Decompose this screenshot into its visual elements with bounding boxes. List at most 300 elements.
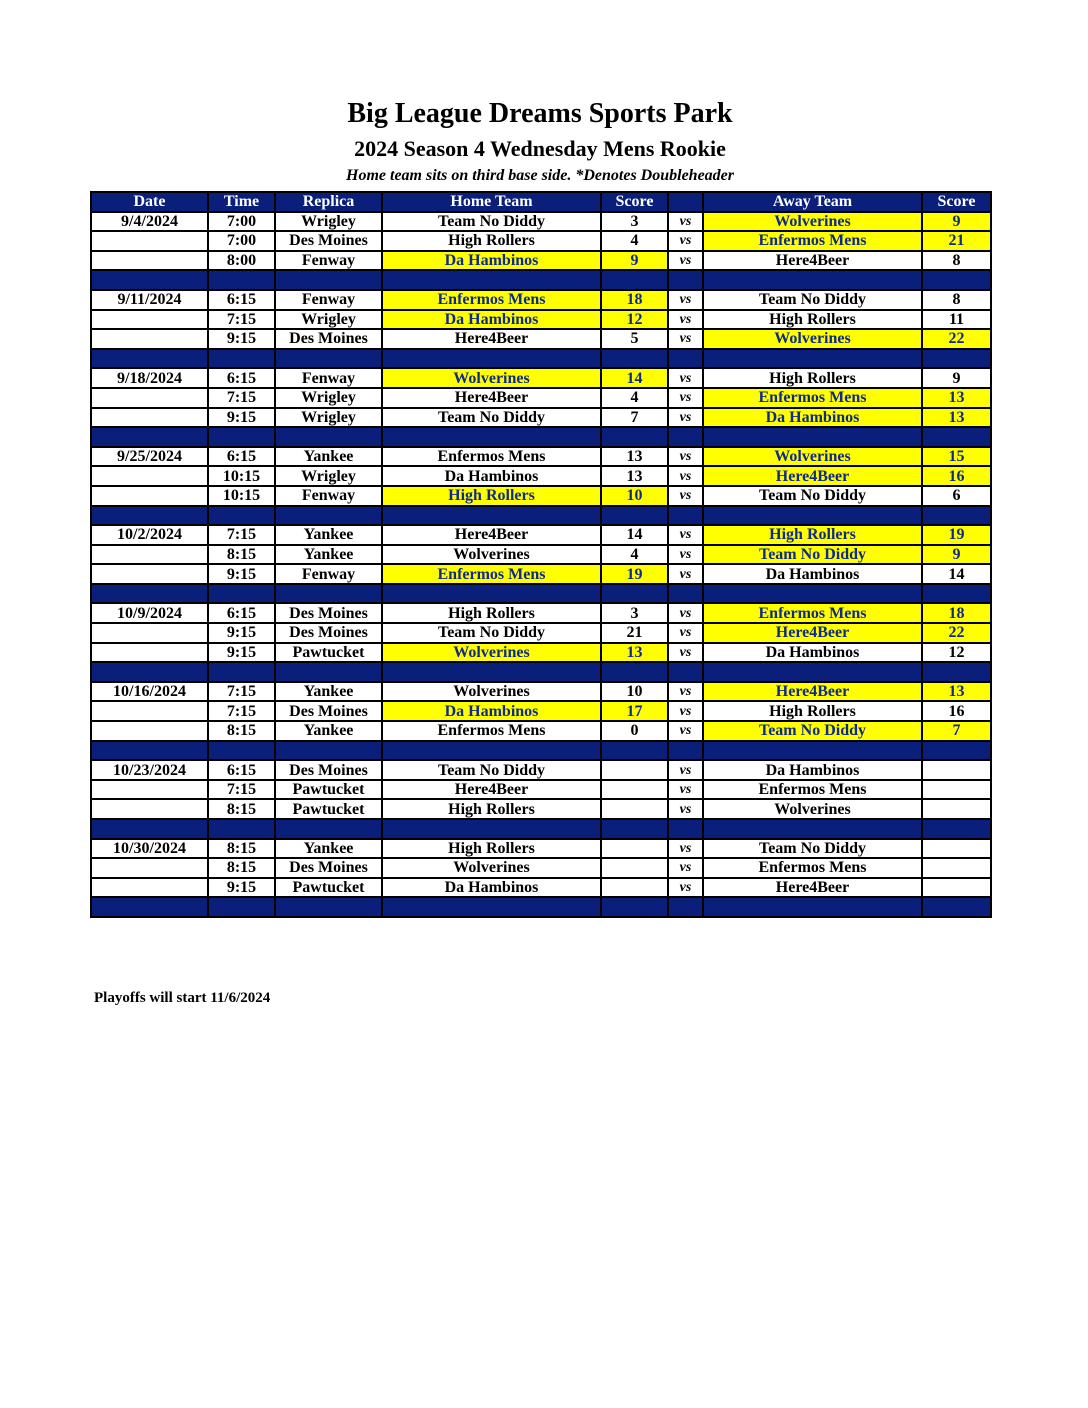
home-score-cell: 0	[601, 721, 668, 741]
date-cell	[91, 701, 208, 721]
separator-cell	[275, 349, 382, 369]
home-team-cell: Team No Diddy	[382, 760, 601, 780]
away-score-cell: 13	[922, 388, 991, 408]
replica-cell: Des Moines	[275, 603, 382, 623]
home-score-cell	[601, 780, 668, 800]
away-score-cell: 7	[922, 721, 991, 741]
home-score-cell: 10	[601, 682, 668, 702]
separator-cell	[208, 897, 275, 917]
time-cell: 7:15	[208, 701, 275, 721]
date-cell	[91, 643, 208, 663]
table-row	[91, 878, 991, 898]
table-row	[91, 799, 991, 819]
date-cell	[91, 388, 208, 408]
time-cell: 6:15	[208, 447, 275, 467]
week-separator-row	[91, 506, 991, 526]
week-separator-row	[91, 662, 991, 682]
time-cell: 7:15	[208, 525, 275, 545]
away-score-cell	[922, 839, 991, 859]
separator-cell	[601, 662, 668, 682]
separator-cell	[703, 349, 922, 369]
page-title: Big League Dreams Sports Park	[347, 98, 733, 129]
separator-cell	[208, 584, 275, 604]
separator-cell	[382, 741, 601, 761]
away-team-cell: Wolverines	[703, 447, 922, 467]
separator-cell	[922, 349, 991, 369]
separator-cell	[275, 584, 382, 604]
table-row	[91, 486, 991, 506]
vs-cell: vs	[668, 839, 703, 859]
separator-cell	[601, 741, 668, 761]
week-separator-row	[91, 819, 991, 839]
date-cell: 9/11/2024	[91, 290, 208, 310]
separator-cell	[601, 349, 668, 369]
replica-cell: Wrigley	[275, 212, 382, 232]
date-cell	[91, 486, 208, 506]
away-score-cell: 14	[922, 564, 991, 584]
away-score-cell	[922, 858, 991, 878]
home-team-cell: High Rollers	[382, 799, 601, 819]
home-team-cell: Enfermos Mens	[382, 564, 601, 584]
away-score-cell: 9	[922, 545, 991, 565]
home-score-cell	[601, 799, 668, 819]
separator-cell	[601, 270, 668, 290]
home-team-cell: Da Hambinos	[382, 251, 601, 271]
date-cell: 10/9/2024	[91, 603, 208, 623]
date-cell	[91, 545, 208, 565]
separator-cell	[275, 506, 382, 526]
separator-cell	[703, 270, 922, 290]
replica-cell: Fenway	[275, 368, 382, 388]
time-cell: 6:15	[208, 603, 275, 623]
date-cell	[91, 231, 208, 251]
away-team-cell: Enfermos Mens	[703, 603, 922, 623]
separator-cell	[91, 897, 208, 917]
table-row	[91, 290, 991, 310]
separator-cell	[703, 427, 922, 447]
week-separator-row	[91, 584, 991, 604]
date-cell: 10/2/2024	[91, 525, 208, 545]
col-header-time: Time	[208, 192, 275, 212]
separator-cell	[382, 349, 601, 369]
date-cell	[91, 878, 208, 898]
replica-cell: Yankee	[275, 545, 382, 565]
away-team-cell: Here4Beer	[703, 466, 922, 486]
time-cell: 7:15	[208, 388, 275, 408]
replica-cell: Des Moines	[275, 858, 382, 878]
separator-cell	[275, 427, 382, 447]
separator-cell	[668, 584, 703, 604]
separator-cell	[668, 819, 703, 839]
separator-cell	[91, 270, 208, 290]
time-cell: 9:15	[208, 329, 275, 349]
time-cell: 6:15	[208, 290, 275, 310]
home-team-cell: Da Hambinos	[382, 310, 601, 330]
date-cell: 9/4/2024	[91, 212, 208, 232]
vs-cell: vs	[668, 525, 703, 545]
col-header-away-team: Away Team	[703, 192, 922, 212]
home-score-cell: 14	[601, 368, 668, 388]
home-score-cell: 19	[601, 564, 668, 584]
table-row	[91, 760, 991, 780]
replica-cell: Wrigley	[275, 388, 382, 408]
time-cell: 8:15	[208, 839, 275, 859]
separator-cell	[668, 270, 703, 290]
date-cell	[91, 780, 208, 800]
date-cell: 10/23/2024	[91, 760, 208, 780]
separator-cell	[922, 270, 991, 290]
home-score-cell: 3	[601, 603, 668, 623]
date-cell: 9/18/2024	[91, 368, 208, 388]
home-team-cell: Here4Beer	[382, 388, 601, 408]
away-score-cell: 13	[922, 408, 991, 428]
separator-cell	[601, 584, 668, 604]
separator-cell	[275, 270, 382, 290]
replica-cell: Yankee	[275, 682, 382, 702]
away-score-cell: 21	[922, 231, 991, 251]
home-score-cell: 3	[601, 212, 668, 232]
separator-cell	[382, 270, 601, 290]
away-team-cell: Here4Beer	[703, 682, 922, 702]
home-team-cell: Da Hambinos	[382, 701, 601, 721]
away-team-cell: High Rollers	[703, 701, 922, 721]
replica-cell: Yankee	[275, 525, 382, 545]
home-team-cell: Da Hambinos	[382, 878, 601, 898]
away-score-cell: 9	[922, 368, 991, 388]
home-score-cell: 18	[601, 290, 668, 310]
time-cell: 8:15	[208, 721, 275, 741]
away-score-cell: 9	[922, 212, 991, 232]
home-team-cell: Enfermos Mens	[382, 721, 601, 741]
time-cell: 7:00	[208, 212, 275, 232]
separator-cell	[382, 819, 601, 839]
date-cell	[91, 251, 208, 271]
home-team-cell: Here4Beer	[382, 780, 601, 800]
vs-cell: vs	[668, 310, 703, 330]
away-score-cell	[922, 760, 991, 780]
away-team-cell: High Rollers	[703, 525, 922, 545]
table-row	[91, 251, 991, 271]
time-cell: 9:15	[208, 623, 275, 643]
replica-cell: Fenway	[275, 486, 382, 506]
separator-cell	[382, 662, 601, 682]
home-score-cell	[601, 858, 668, 878]
table-row	[91, 329, 991, 349]
table-row	[91, 603, 991, 623]
replica-cell: Wrigley	[275, 408, 382, 428]
replica-cell: Pawtucket	[275, 780, 382, 800]
date-cell	[91, 564, 208, 584]
vs-cell: vs	[668, 623, 703, 643]
separator-cell	[275, 741, 382, 761]
separator-cell	[91, 584, 208, 604]
away-score-cell: 22	[922, 623, 991, 643]
separator-cell	[668, 897, 703, 917]
home-score-cell	[601, 839, 668, 859]
vs-cell: vs	[668, 212, 703, 232]
table-row	[91, 212, 991, 232]
away-team-cell: Wolverines	[703, 799, 922, 819]
away-team-cell: High Rollers	[703, 310, 922, 330]
separator-cell	[208, 819, 275, 839]
page-subtitle: 2024 Season 4 Wednesday Mens Rookie	[354, 136, 726, 161]
table-row	[91, 780, 991, 800]
home-score-cell: 4	[601, 545, 668, 565]
away-score-cell: 16	[922, 466, 991, 486]
away-team-cell: Wolverines	[703, 329, 922, 349]
vs-cell: vs	[668, 780, 703, 800]
separator-cell	[208, 506, 275, 526]
table-row	[91, 643, 991, 663]
separator-cell	[208, 270, 275, 290]
separator-cell	[208, 427, 275, 447]
vs-cell: vs	[668, 721, 703, 741]
separator-cell	[703, 584, 922, 604]
away-score-cell	[922, 780, 991, 800]
away-team-cell: Here4Beer	[703, 251, 922, 271]
separator-cell	[275, 897, 382, 917]
away-team-cell: Enfermos Mens	[703, 388, 922, 408]
away-score-cell: 18	[922, 603, 991, 623]
vs-cell: vs	[668, 701, 703, 721]
separator-cell	[922, 897, 991, 917]
home-score-cell: 17	[601, 701, 668, 721]
time-cell: 8:15	[208, 858, 275, 878]
home-score-cell: 14	[601, 525, 668, 545]
table-row	[91, 408, 991, 428]
table-row	[91, 231, 991, 251]
home-team-cell: Wolverines	[382, 368, 601, 388]
away-team-cell: Here4Beer	[703, 623, 922, 643]
away-team-cell: Team No Diddy	[703, 486, 922, 506]
away-score-cell: 16	[922, 701, 991, 721]
vs-cell: vs	[668, 545, 703, 565]
separator-cell	[668, 506, 703, 526]
separator-cell	[922, 819, 991, 839]
replica-cell: Fenway	[275, 564, 382, 584]
home-team-cell: Enfermos Mens	[382, 447, 601, 467]
away-team-cell: Da Hambinos	[703, 760, 922, 780]
time-cell: 6:15	[208, 368, 275, 388]
away-score-cell: 12	[922, 643, 991, 663]
table-row	[91, 525, 991, 545]
home-score-cell: 12	[601, 310, 668, 330]
separator-cell	[208, 349, 275, 369]
table-row	[91, 623, 991, 643]
vs-cell: vs	[668, 447, 703, 467]
table-row	[91, 388, 991, 408]
vs-cell: vs	[668, 466, 703, 486]
playoffs-note: Playoffs will start 11/6/2024	[94, 990, 271, 1006]
schedule-note: Home team sits on third base side. *Denotes Doubleheader	[346, 167, 734, 184]
away-team-cell: Team No Diddy	[703, 290, 922, 310]
away-team-cell: Da Hambinos	[703, 408, 922, 428]
away-score-cell: 11	[922, 310, 991, 330]
vs-cell: vs	[668, 760, 703, 780]
away-team-cell: Team No Diddy	[703, 721, 922, 741]
away-team-cell: Wolverines	[703, 212, 922, 232]
vs-cell: vs	[668, 643, 703, 663]
vs-cell: vs	[668, 564, 703, 584]
vs-cell: vs	[668, 290, 703, 310]
home-team-cell: Here4Beer	[382, 525, 601, 545]
home-score-cell: 21	[601, 623, 668, 643]
separator-cell	[275, 819, 382, 839]
away-team-cell: Enfermos Mens	[703, 858, 922, 878]
away-score-cell: 8	[922, 290, 991, 310]
schedule-body	[91, 212, 991, 917]
home-score-cell: 7	[601, 408, 668, 428]
time-cell: 9:15	[208, 564, 275, 584]
vs-cell: vs	[668, 251, 703, 271]
home-score-cell: 9	[601, 251, 668, 271]
separator-cell	[382, 427, 601, 447]
separator-cell	[668, 427, 703, 447]
home-team-cell: High Rollers	[382, 603, 601, 623]
away-score-cell: 13	[922, 682, 991, 702]
replica-cell: Wrigley	[275, 310, 382, 330]
replica-cell: Yankee	[275, 447, 382, 467]
replica-cell: Pawtucket	[275, 878, 382, 898]
table-row	[91, 466, 991, 486]
away-team-cell: Da Hambinos	[703, 564, 922, 584]
away-score-cell: 22	[922, 329, 991, 349]
date-cell: 10/16/2024	[91, 682, 208, 702]
replica-cell: Pawtucket	[275, 799, 382, 819]
replica-cell: Des Moines	[275, 231, 382, 251]
away-score-cell: 19	[922, 525, 991, 545]
vs-cell: vs	[668, 799, 703, 819]
replica-cell: Pawtucket	[275, 643, 382, 663]
week-separator-row	[91, 741, 991, 761]
vs-cell: vs	[668, 486, 703, 506]
vs-cell: vs	[668, 408, 703, 428]
table-row	[91, 701, 991, 721]
time-cell: 10:15	[208, 466, 275, 486]
separator-cell	[668, 349, 703, 369]
vs-cell: vs	[668, 329, 703, 349]
away-team-cell: Enfermos Mens	[703, 231, 922, 251]
time-cell: 7:15	[208, 682, 275, 702]
home-team-cell: Here4Beer	[382, 329, 601, 349]
away-team-cell: Here4Beer	[703, 878, 922, 898]
table-row	[91, 839, 991, 859]
date-cell	[91, 408, 208, 428]
replica-cell: Des Moines	[275, 329, 382, 349]
date-cell	[91, 310, 208, 330]
date-cell	[91, 466, 208, 486]
home-score-cell: 4	[601, 388, 668, 408]
table-row	[91, 545, 991, 565]
replica-cell: Fenway	[275, 290, 382, 310]
time-cell: 9:15	[208, 408, 275, 428]
away-team-cell: Enfermos Mens	[703, 780, 922, 800]
separator-cell	[922, 427, 991, 447]
date-cell: 10/30/2024	[91, 839, 208, 859]
separator-cell	[382, 584, 601, 604]
home-team-cell: High Rollers	[382, 231, 601, 251]
away-team-cell: Team No Diddy	[703, 545, 922, 565]
col-header-home-team: Home Team	[382, 192, 601, 212]
home-score-cell: 13	[601, 466, 668, 486]
away-team-cell: High Rollers	[703, 368, 922, 388]
separator-cell	[91, 349, 208, 369]
home-team-cell: High Rollers	[382, 486, 601, 506]
replica-cell: Des Moines	[275, 623, 382, 643]
separator-cell	[91, 741, 208, 761]
separator-cell	[703, 662, 922, 682]
vs-cell: vs	[668, 368, 703, 388]
home-team-cell: Wolverines	[382, 858, 601, 878]
home-team-cell: Wolverines	[382, 682, 601, 702]
replica-cell: Des Moines	[275, 701, 382, 721]
home-team-cell: Team No Diddy	[382, 212, 601, 232]
home-score-cell	[601, 760, 668, 780]
home-score-cell: 13	[601, 643, 668, 663]
vs-cell: vs	[668, 603, 703, 623]
table-row	[91, 858, 991, 878]
home-team-cell: Team No Diddy	[382, 408, 601, 428]
week-separator-row	[91, 349, 991, 369]
separator-cell	[922, 584, 991, 604]
separator-cell	[703, 897, 922, 917]
away-team-cell: Team No Diddy	[703, 839, 922, 859]
away-team-cell: Da Hambinos	[703, 643, 922, 663]
separator-cell	[382, 506, 601, 526]
away-score-cell: 8	[922, 251, 991, 271]
col-header-replica: Replica	[275, 192, 382, 212]
date-cell	[91, 623, 208, 643]
separator-cell	[275, 662, 382, 682]
week-separator-row	[91, 427, 991, 447]
vs-cell: vs	[668, 858, 703, 878]
separator-cell	[208, 662, 275, 682]
vs-cell: vs	[668, 231, 703, 251]
vs-cell: vs	[668, 388, 703, 408]
away-score-cell	[922, 799, 991, 819]
time-cell: 9:15	[208, 878, 275, 898]
separator-cell	[668, 662, 703, 682]
schedule-table	[90, 191, 992, 918]
time-cell: 7:00	[208, 231, 275, 251]
away-score-cell: 15	[922, 447, 991, 467]
away-score-cell: 6	[922, 486, 991, 506]
table-row	[91, 721, 991, 741]
separator-cell	[208, 741, 275, 761]
separator-cell	[601, 427, 668, 447]
home-team-cell: Wolverines	[382, 545, 601, 565]
separator-cell	[382, 897, 601, 917]
date-cell	[91, 799, 208, 819]
home-score-cell: 5	[601, 329, 668, 349]
separator-cell	[91, 819, 208, 839]
replica-cell: Des Moines	[275, 760, 382, 780]
home-team-cell: High Rollers	[382, 839, 601, 859]
time-cell: 7:15	[208, 310, 275, 330]
replica-cell: Wrigley	[275, 466, 382, 486]
table-row	[91, 682, 991, 702]
time-cell: 8:15	[208, 545, 275, 565]
week-separator-row	[91, 897, 991, 917]
table-row	[91, 310, 991, 330]
separator-cell	[601, 819, 668, 839]
separator-cell	[703, 819, 922, 839]
time-cell: 10:15	[208, 486, 275, 506]
separator-cell	[922, 741, 991, 761]
col-header-home-score: Score	[601, 192, 668, 212]
away-score-cell	[922, 878, 991, 898]
date-cell	[91, 721, 208, 741]
